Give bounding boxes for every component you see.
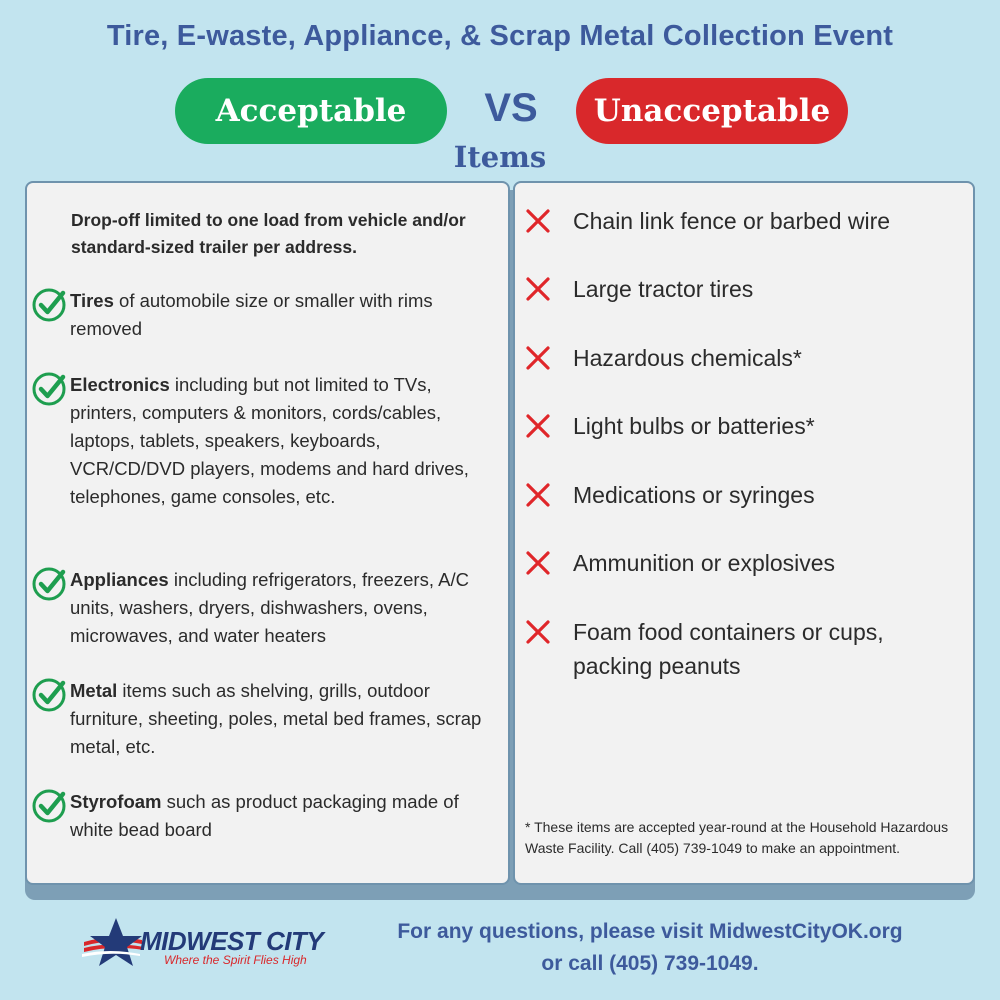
vs-label: VS bbox=[484, 86, 538, 130]
midwest-city-logo bbox=[82, 916, 342, 976]
acceptable-item-desc: such as product packaging made of white bead board bbox=[70, 791, 459, 840]
x-icon bbox=[523, 206, 553, 236]
acceptable-item-desc: of automobile size or smaller with rims removed bbox=[70, 290, 433, 339]
check-circle-icon bbox=[32, 677, 68, 713]
logo-tagline: Where the Spirit Flies High bbox=[164, 953, 307, 967]
check-circle-icon bbox=[32, 788, 68, 824]
unacceptable-item-label: Ammunition or explosives bbox=[573, 550, 836, 576]
x-icon bbox=[523, 548, 553, 578]
x-icon bbox=[523, 343, 553, 373]
unacceptable-panel bbox=[513, 181, 975, 885]
unacceptable-item-label: Large tractor tires bbox=[573, 276, 754, 302]
check-circle-icon bbox=[32, 566, 68, 602]
unacceptable-badge: Unacceptable bbox=[576, 78, 848, 144]
acceptable-item-desc: including refrigerators, freezers, A/C units, washers, dryers, dishwashers, ovens, microwaves, and water heaters bbox=[70, 569, 469, 646]
page-title: Tire, E-waste, Appliance, & Scrap Metal Collection Event bbox=[106, 20, 894, 52]
acceptable-item-name: Styrofoam bbox=[70, 791, 162, 812]
acceptable-item-desc: items such as shelving, grills, outdoor furniture, sheeting, poles, metal bed frames, scrap metal, etc. bbox=[70, 680, 482, 757]
check-circle-icon bbox=[32, 287, 68, 323]
acceptable-item-name: Metal bbox=[70, 680, 118, 701]
dropoff-note: Drop-off limited to one load from vehicle and/or standard-sized trailer per address. bbox=[71, 210, 466, 257]
acceptable-item-name: Electronics bbox=[70, 374, 170, 395]
unacceptable-item-label: Foam food containers or cups, packing peanuts bbox=[573, 619, 884, 679]
x-icon bbox=[523, 411, 553, 441]
unacceptable-item-label: Medications or syringes bbox=[573, 482, 815, 508]
contact-line-1: For any questions, please visit MidwestCityOK.org bbox=[397, 920, 903, 943]
acceptable-item-name: Tires bbox=[70, 290, 114, 311]
acceptable-badge: Acceptable bbox=[175, 78, 447, 144]
unacceptable-item-label: Light bulbs or batteries* bbox=[573, 413, 815, 439]
unacceptable-item-label: Chain link fence or barbed wire bbox=[573, 208, 891, 234]
contact-info bbox=[360, 916, 940, 980]
footnote: * These items are accepted year-round at the Household Hazardous Waste Facility. Call (405) 739-1049 to make an appointment. bbox=[525, 819, 949, 856]
logo-name: MIDWEST CITY bbox=[140, 926, 324, 956]
x-icon bbox=[523, 617, 553, 647]
contact-line-2: or call (405) 739-1049. bbox=[541, 952, 759, 975]
acceptable-item-name: Appliances bbox=[70, 569, 169, 590]
items-label: Items bbox=[453, 140, 547, 174]
check-circle-icon bbox=[32, 371, 68, 407]
acceptable-item-desc: including but not limited to TVs, printers, computers & monitors, cords/cables, laptops, tablets, speakers, keyboards, VCR/CD/DVD players, modems and hard drives, telephones, game consoles, etc. bbox=[70, 374, 469, 507]
x-icon bbox=[523, 274, 553, 304]
unacceptable-item-label: Hazardous chemicals* bbox=[573, 345, 802, 371]
x-icon bbox=[523, 480, 553, 510]
acceptable-panel bbox=[25, 181, 510, 885]
